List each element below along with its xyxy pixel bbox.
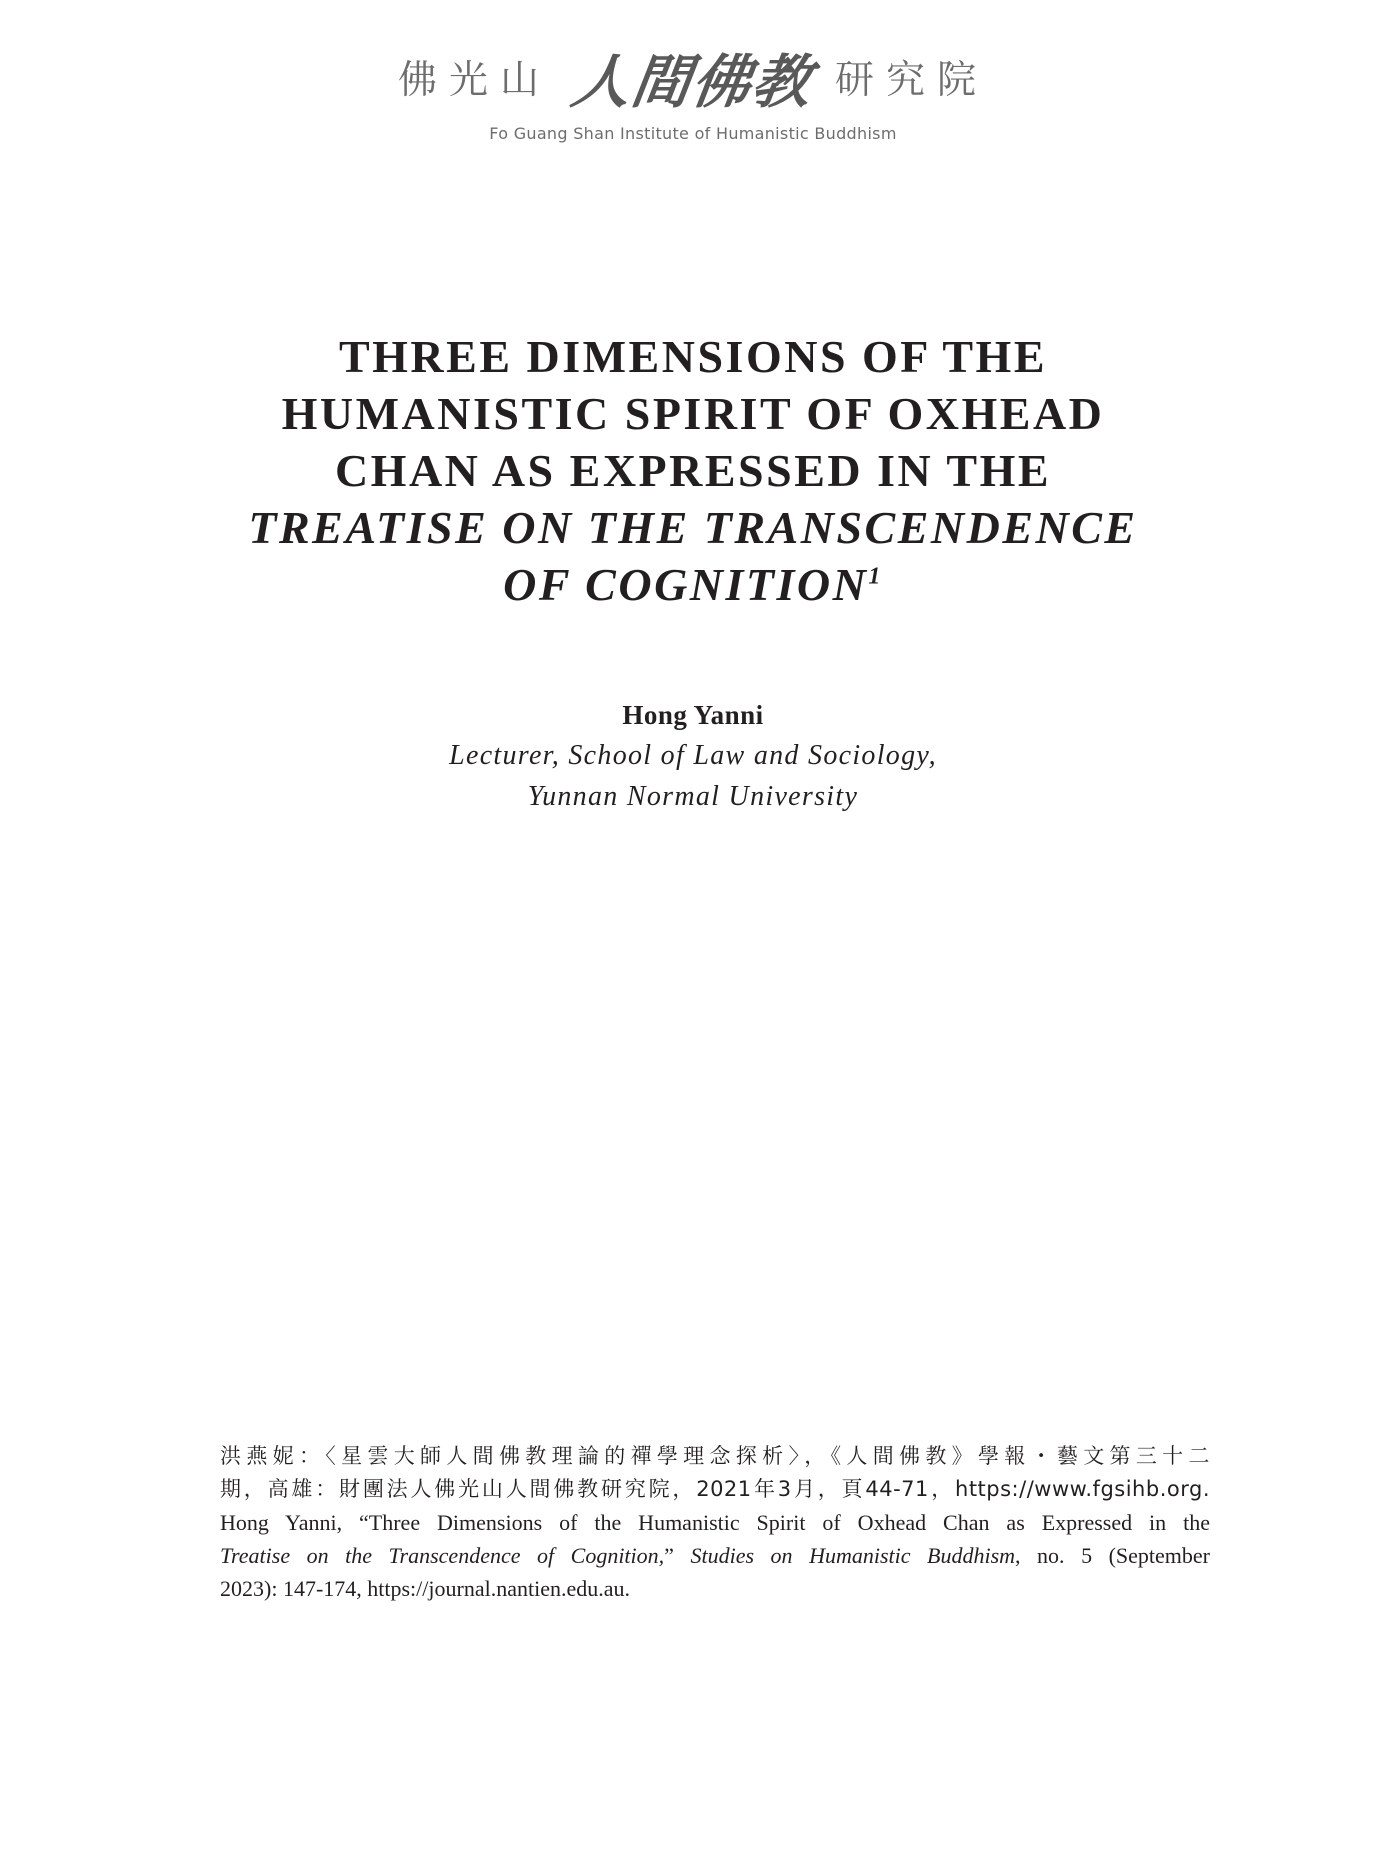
author-name: Hong Yanni: [622, 700, 764, 730]
title-line-2: HUMANISTIC SPIRIT OF OXHEAD: [281, 388, 1105, 439]
institute-header: [0, 42, 1386, 143]
citation-chinese-line-2: 期，高雄：財團法人佛光山人間佛教研究院，2021年3月，頁44-71，https://www.fgsihb.org.: [220, 1477, 1210, 1501]
title-line-5-text: OF COGNITION: [503, 559, 869, 610]
citation-block: [220, 1440, 1210, 1605]
title-line-3: CHAN AS EXPRESSED IN THE: [334, 445, 1052, 496]
citation-english-line-2: [220, 1539, 1210, 1572]
institute-name-english: Fo Guang Shan Institute of Humanistic Buddhism: [489, 124, 897, 143]
citation-journal-title: Studies on Humanistic Buddhism: [690, 1543, 1016, 1568]
author-affiliation-line-2: Yunnan Normal University: [527, 781, 859, 812]
paper-title: [0, 328, 1386, 613]
citation-chinese-line-1: 洪燕妮：〈星雲大師人間佛教理論的禪學理念探析〉，《人間佛教》學報・藝文第三十二: [220, 1444, 1210, 1468]
title-line-4: TREATISE ON THE TRANSCENDENCE: [248, 502, 1138, 553]
citation-english-line-1: Hong Yanni, “Three Dimensions of the Humanistic Spirit of Oxhead Chan as Expressed in the: [220, 1510, 1210, 1535]
citation-treatise-title: Treatise on the Transcendence of Cognition,: [220, 1543, 665, 1568]
title-line-5: [0, 556, 1386, 613]
citation-english-line-3: 2023): 147-174, https://journal.nantien.edu.au.: [220, 1576, 630, 1601]
logo-text-right: 研究院: [835, 58, 989, 103]
logo-text-left: 佛光山: [397, 58, 551, 103]
author-affiliation-line-1: Lecturer, School of Law and Sociology,: [449, 740, 937, 771]
title-line-1: THREE DIMENSIONS OF THE: [338, 331, 1048, 382]
citation-issue: , no. 5 (September: [1015, 1543, 1211, 1568]
author-block: [0, 695, 1386, 817]
institute-logo: [0, 42, 1386, 116]
citation-quote-close: ”: [664, 1543, 691, 1568]
footnote-marker[interactable]: 1: [868, 563, 883, 590]
logo-brush-text: 人間佛教: [567, 48, 818, 116]
